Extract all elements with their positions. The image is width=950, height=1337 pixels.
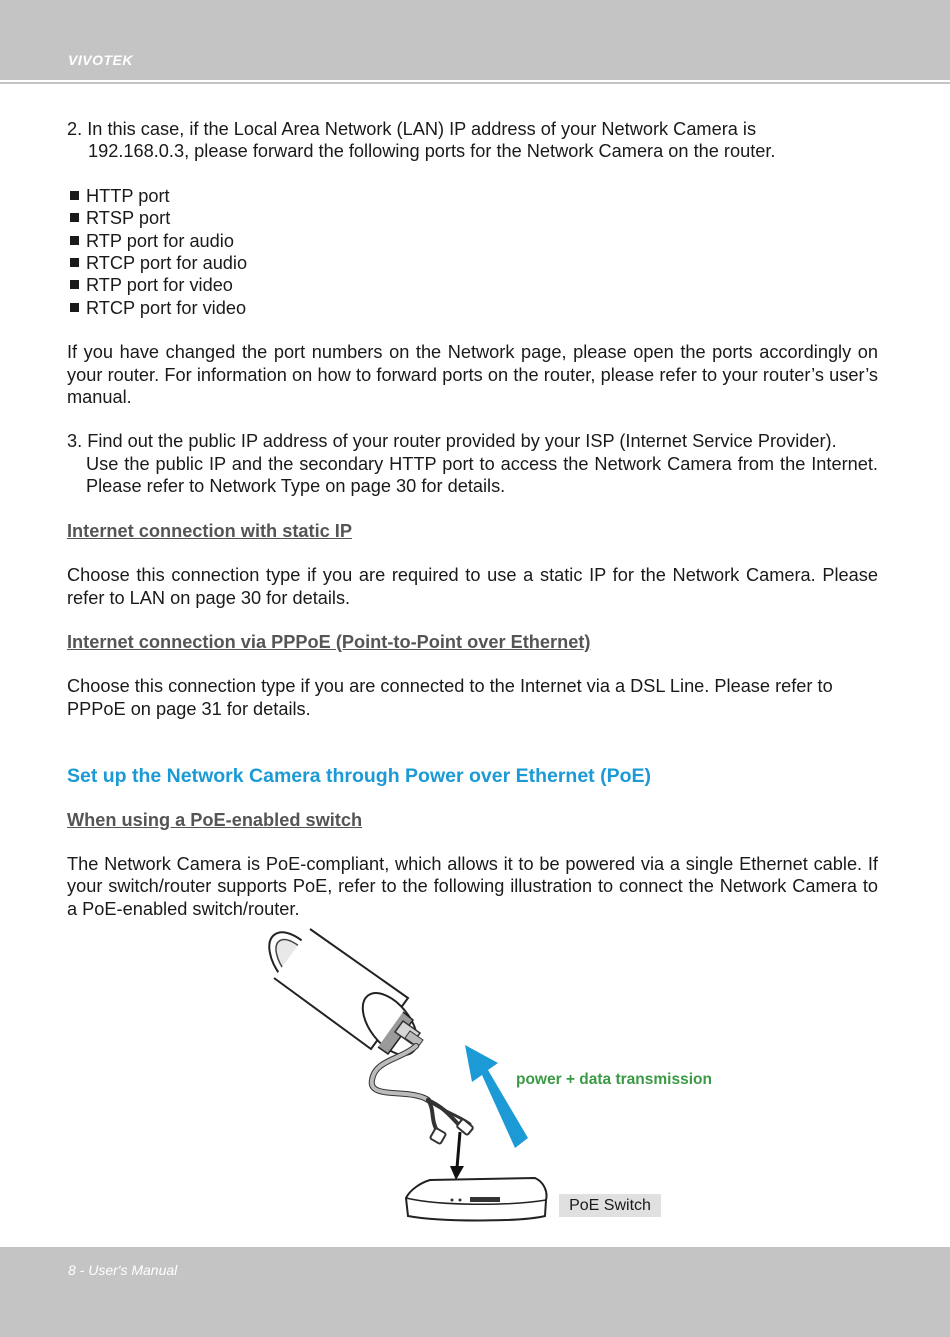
- list-item: [67, 274, 878, 296]
- poe-switch-image: [406, 1178, 547, 1221]
- bullet-square-icon: [70, 236, 79, 245]
- plug-arrow-icon: [450, 1132, 464, 1180]
- list-item-label: RTCP port for video: [86, 297, 247, 318]
- header-divider: [0, 82, 950, 84]
- list-item-label: RTP port for video: [86, 275, 233, 296]
- pppoe-heading: Internet connection via PPPoE (Point-to-Point over Ethernet): [67, 631, 591, 652]
- poe-body: The Network Camera is PoE-compliant, which allows it to be powered via a single Ethernet cable. If your switch/router supports PoE, refer to the following illustration to connect the Network Camera to a PoE-enabled switch/router.: [67, 853, 878, 919]
- step3-line1: 3. Find out the public IP address of your router provided by your ISP (Internet Service Provider).: [67, 431, 837, 452]
- footer-band: [0, 1247, 950, 1337]
- power-data-arrow-icon: [465, 1045, 528, 1148]
- list-item: [67, 297, 878, 319]
- list-item-label: RTSP port: [86, 208, 171, 229]
- static-ip-body: Choose this connection type if you are required to use a static IP for the Network Camera. Please refer to LAN on page 30 for details.: [67, 565, 878, 608]
- step3-rest: Use the public IP and the secondary HTTP port to access the Network Camera from the Internet. Please refer to Network Type on page 30 for details.: [86, 453, 878, 497]
- step2-line1: 2. In this case, if the Local Area Network (LAN) IP address of your Network Camera is: [67, 119, 757, 139]
- header-band: [0, 0, 950, 80]
- page-content: [67, 118, 878, 920]
- pppoe-body: Choose this connection type if you are connected to the Internet via a DSL Line. Please refer to PPPoE on page 31 for details.: [67, 676, 833, 719]
- list-item-label: RTP port for audio: [86, 230, 234, 251]
- page-number: 8 - User's Manual: [68, 1262, 178, 1278]
- bullet-square-icon: [70, 280, 79, 289]
- poe-section-title: Set up the Network Camera through Power over Ethernet (PoE): [67, 765, 652, 788]
- port-list: [67, 185, 878, 319]
- static-ip-heading: Internet connection with static IP: [67, 520, 352, 541]
- list-item-label: RTCP port for audio: [86, 253, 248, 274]
- brand-logo: VIVOTEK: [68, 52, 133, 68]
- power-data-label: power + data transmission: [516, 1071, 712, 1088]
- network-camera-image: [260, 923, 428, 1065]
- bullet-square-icon: [70, 213, 79, 222]
- list-item-label: HTTP port: [86, 185, 170, 206]
- poe-switch-label: PoE Switch: [559, 1194, 661, 1217]
- list-item: [67, 185, 878, 207]
- poe-sub-heading: When using a PoE-enabled switch: [67, 809, 363, 830]
- bullet-square-icon: [70, 258, 79, 267]
- list-item: [67, 230, 878, 252]
- step2-line2: 192.168.0.3, please forward the following ports for the Network Camera on the router.: [88, 141, 776, 162]
- list-item: [67, 252, 878, 274]
- bullet-square-icon: [70, 303, 79, 312]
- list-item: [67, 207, 878, 229]
- changed-ports-paragraph: If you have changed the port numbers on the Network page, please open the ports accordingly on your router. For information on how to forward ports on the router, please refer to your router’s user’s manual.: [67, 342, 878, 408]
- bullet-square-icon: [70, 191, 79, 200]
- ethernet-cable-image: [372, 1046, 474, 1144]
